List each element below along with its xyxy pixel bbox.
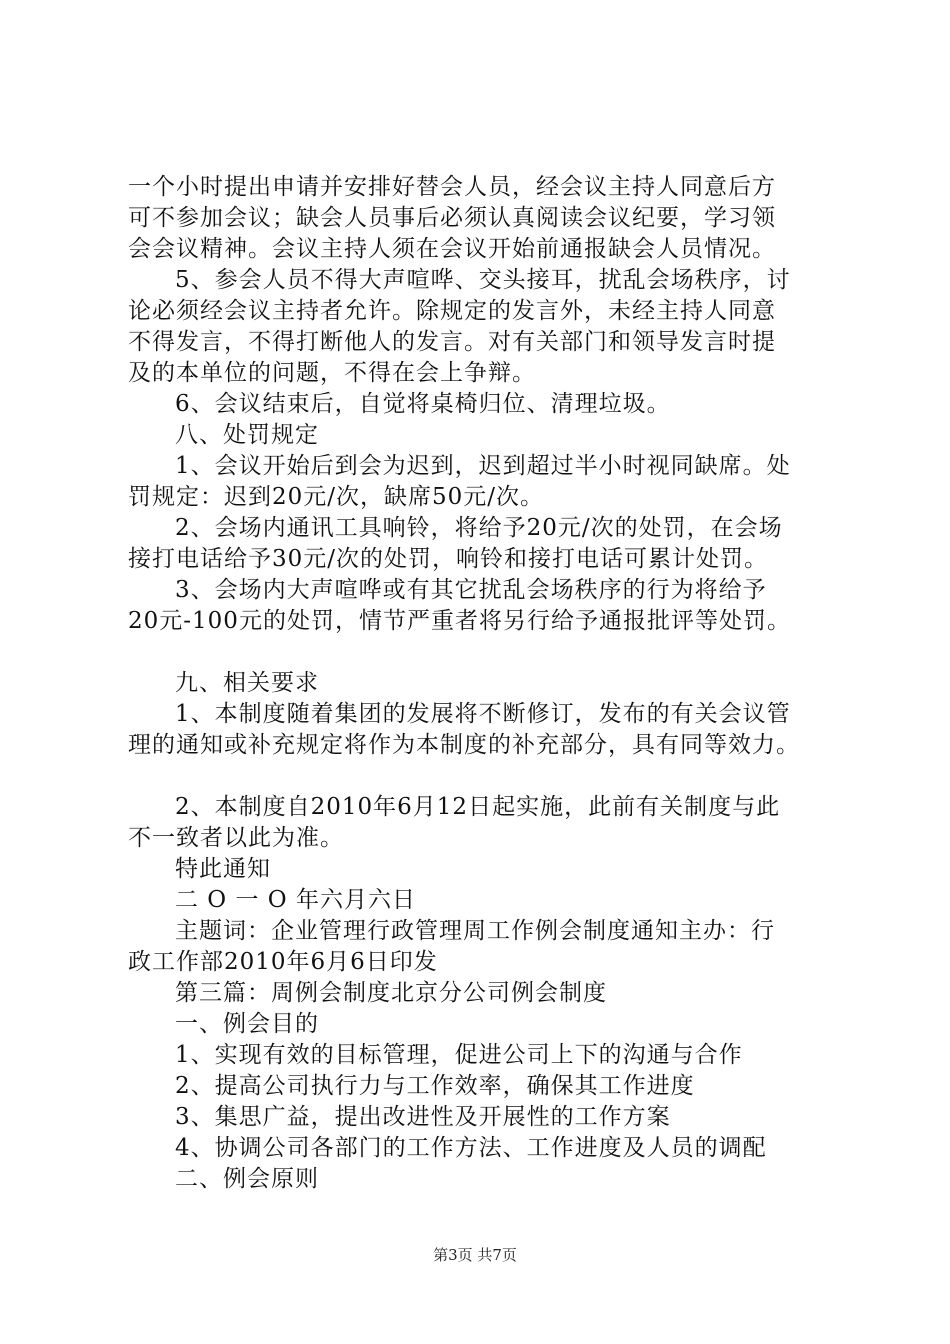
text-line: 可不参加会议；缺会人员事后必须认真阅读会议纪要，学习领 [128,205,776,231]
paragraph-gap [128,637,838,668]
text-line: 20元-100元的处罚，情节严重者将另行给予通报批评等处罚。 [128,608,791,634]
text-line: 不得发言，不得打断他人的发言。对有关部门和领导发言时提 [128,329,776,355]
section-heading: 八、处罚规定 [175,422,319,448]
list-item: 3、集思广益，提出改进性及开展性的工作方案 [175,1104,671,1130]
text-line: 1、会议开始后到会为迟到，迟到超过半小时视同缺席。处 [175,453,791,479]
text-line: 会会议精神。会议主持人须在会议开始前通报缺会人员情况。 [128,236,776,262]
text-line: 6、会议结束后，自觉将桌椅归位、清理垃圾。 [175,391,671,417]
section-heading: 第三篇：周例会制度北京分公司例会制度 [175,980,607,1006]
text-line: 及的本单位的问题，不得在会上争辩。 [128,360,536,386]
text-line: 接打电话给予30元/次的处罚，响铃和接打电话可累计处罚。 [128,546,769,572]
page-footer: 第3页 共7页 [433,1246,517,1264]
text-line: 政工作部2010年6月6日印发 [128,949,438,975]
text-line: 特此通知 [175,856,271,882]
section-heading: 一、例会目的 [175,1011,319,1037]
text-line: 主题词：企业管理行政管理周工作例会制度通知主办：行 [175,918,775,944]
text-line: 理的通知或补充规定将作为本制度的补充部分，具有同等效力。 [128,732,800,758]
text-line: 2、会场内通讯工具响铃，将给予20元/次的处罚，在会场 [175,515,783,541]
paragraph-gap [128,761,838,792]
text-line: 3、会场内大声喧哗或有其它扰乱会场秩序的行为将给予 [175,577,767,603]
list-item: 1、实现有效的目标管理，促进公司上下的沟通与合作 [175,1042,743,1068]
date-line: 二 O 一 O 年六月六日 [175,887,416,913]
section-heading: 二、例会原则 [175,1166,319,1192]
text-line: 罚规定：迟到20元/次，缺席50元/次。 [128,484,545,510]
text-line: 论必须经会议主持者允许。除规定的发言外，未经主持人同意 [128,298,776,324]
text-line: 不一致者以此为准。 [128,825,344,851]
text-line: 一个小时提出申请并安排好替会人员，经会议主持人同意后方 [128,174,776,200]
text-line: 5、参会人员不得大声喧哗、交头接耳，扰乱会场秩序，讨 [175,267,791,293]
list-item: 4、协调公司各部门的工作方法、工作进度及人员的调配 [175,1135,767,1161]
text-line: 1、本制度随着集团的发展将不断修订，发布的有关会议管 [175,701,791,727]
section-heading: 九、相关要求 [175,670,319,696]
text-line: 2、本制度自2010年6月12日起实施，此前有关制度与此 [175,794,781,820]
list-item: 2、提高公司执行力与工作效率，确保其工作进度 [175,1073,695,1099]
body-text [128,172,838,1195]
